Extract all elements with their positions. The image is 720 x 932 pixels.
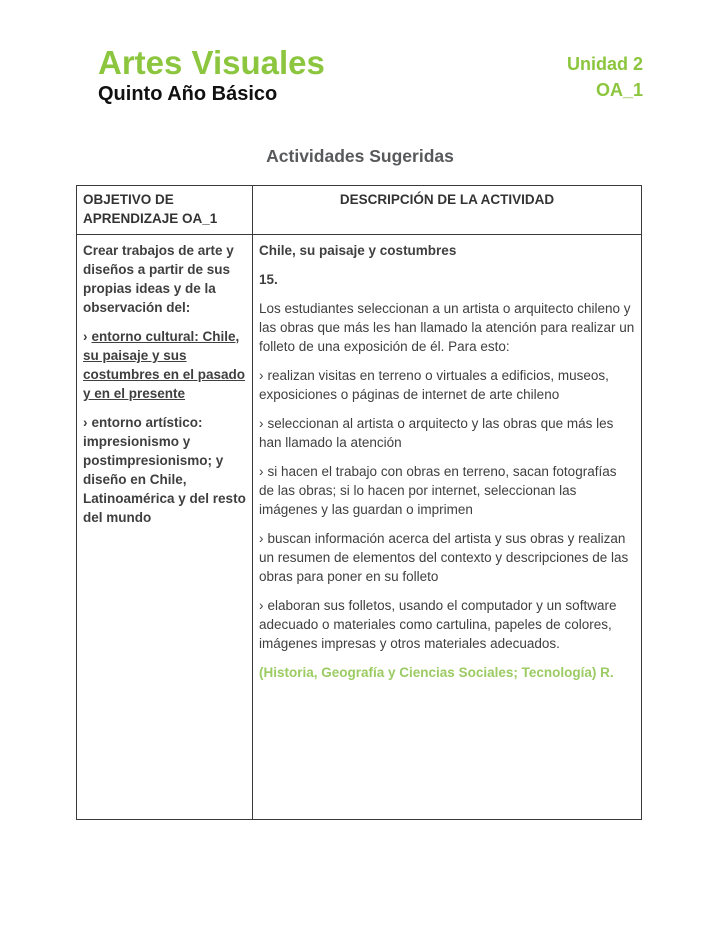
activity-intro: Los estudiantes seleccionan a un artista o arquitecto chileno y las obras que más les han llamado la atención para realizar un folleto de una exposición de él. Para esto:: [259, 301, 635, 354]
activity-bullet-1-text: realizan visitas en terreno o virtuales a edificios, museos, exposiciones o páginas de internet de arte chileno: [259, 368, 609, 402]
objective-column-header: OBJETIVO DE APRENDIZAJE OA_1: [77, 186, 253, 235]
description-cell: [253, 235, 642, 820]
table-header-row: [77, 186, 642, 235]
document-header-right: [567, 51, 643, 103]
section-title: Actividades Sugeridas: [266, 146, 454, 166]
bullet-icon: ›: [259, 531, 264, 546]
activities-table: [76, 185, 642, 820]
table-body-row: [77, 235, 642, 820]
activity-bullet-1: [259, 366, 635, 404]
objective-cell: [77, 235, 253, 820]
activity-title: Chile, su paisaje y costumbres: [259, 243, 457, 258]
activity-bullet-3-text: si hacen el trabajo con obras en terreno, sacan fotografías de las obras; si lo hacen por internet, seleccionan las imágenes y las guardan o imprimen: [259, 464, 617, 517]
activity-bullet-5: [259, 596, 635, 653]
activity-bullet-5-text: elaboran sus folletos, usando el computador y un software adecuado o materiales como cartulina, papeles de colores, imágenes impresas y otros materiales adecuados.: [259, 598, 617, 651]
activity-bullet-3: [259, 462, 635, 519]
oa-label: OA_1: [595, 80, 643, 100]
page-title: Artes Visuales: [98, 44, 325, 81]
page-subtitle: Quinto Año Básico: [98, 83, 278, 105]
objective-bullet-cultural: [83, 327, 246, 403]
activity-bullet-2: [259, 414, 635, 452]
objective-intro: Crear trabajos de arte y diseños a partir de sus propias ideas y de la observación del:: [83, 243, 234, 315]
activity-bullet-2-text: seleccionan al artista o arquitecto y las obras que más les han llamado la atención: [259, 416, 614, 450]
activity-bullet-4: [259, 529, 635, 586]
cross-reference-note: (Historia, Geografía y Ciencias Sociales; Tecnología) R.: [259, 665, 614, 680]
unit-label: Unidad 2: [566, 54, 643, 74]
activity-number: 15.: [259, 272, 278, 287]
bullet-icon: ›: [83, 329, 88, 344]
activity-bullet-4-text: buscan información acerca del artista y sus obras y realizan un resumen de elementos del contexto y descripciones de las obras para poner en su folleto: [259, 531, 629, 584]
description-column-header: DESCRIPCIÓN DE LA ACTIVIDAD: [253, 186, 642, 235]
bullet-icon: ›: [259, 368, 264, 383]
objective-bullet-artistic: [83, 413, 246, 527]
bullet-icon: ›: [259, 416, 264, 431]
objective-bullet-artistic-text: entorno artístico: impresionismo y postimpresionismo; y diseño en Chile, Latinoamérica y del resto del mundo: [83, 415, 246, 525]
document-header-left: [98, 44, 325, 106]
bullet-icon: ›: [259, 464, 264, 479]
bullet-icon: ›: [83, 415, 88, 430]
objective-bullet-cultural-text: entorno cultural: Chile, su paisaje y sus costumbres en el pasado y en el presente: [83, 329, 246, 401]
bullet-icon: ›: [259, 598, 264, 613]
